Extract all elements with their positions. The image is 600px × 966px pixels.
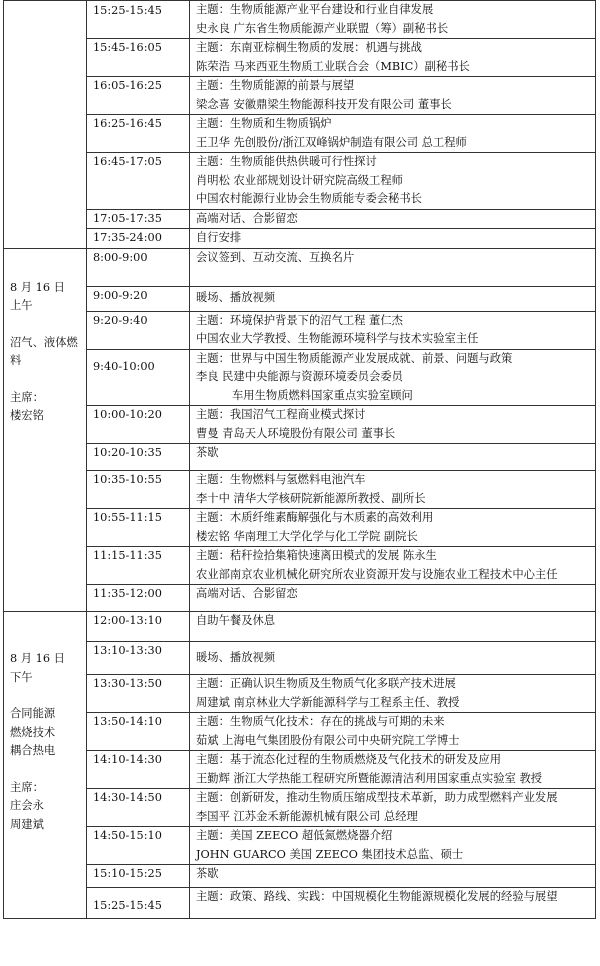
time-cell: 9:20-9:40 bbox=[87, 311, 190, 349]
table-row bbox=[4, 286, 596, 311]
topic-cell bbox=[190, 209, 596, 229]
speaker-line: 周建斌 南京林业大学新能源科学与工程系主任、教授 bbox=[196, 695, 460, 709]
topic-line: 主题：正确认识生物质及生物质气化多联产技术进展 bbox=[196, 677, 456, 690]
table-row bbox=[4, 229, 596, 249]
session-cell-afternoon bbox=[4, 612, 87, 919]
table-row bbox=[4, 39, 596, 77]
session-topic: 燃烧技术 bbox=[10, 725, 56, 739]
speaker-line: 中国农村能源行业协会生物质能专委会秘书长 bbox=[196, 192, 422, 205]
speaker-line: 梁念喜 安徽鼎梁生物能源科技开发有限公司 董事长 bbox=[196, 97, 452, 111]
time-cell: 9:00-9:20 bbox=[87, 286, 190, 311]
table-row bbox=[4, 406, 596, 444]
time-cell: 12:00-13:10 bbox=[87, 612, 190, 642]
table-row bbox=[4, 827, 596, 865]
topic-line: 主题：生物质能源产业平台建设和行业自律发展 bbox=[196, 3, 434, 16]
topic-line: 主题：木质纤维素酶解强化与木质素的高效利用 bbox=[196, 511, 434, 524]
topic-line: 主题：基于流态化过程的生物质燃烧及气化技术的研发及应用 bbox=[196, 753, 502, 766]
speaker-line: 肖明松 农业部规划设计研究院高级工程师 bbox=[196, 173, 403, 187]
time-cell: 16:05-16:25 bbox=[87, 77, 190, 115]
speaker-line: 车用生物质燃料国家重点实验室顾问 bbox=[232, 388, 413, 402]
topic-line: 主题：生物质能供热供暖可行性探讨 bbox=[196, 155, 377, 168]
speaker-line: 中国农业大学教授、生物能源环境科学与技术实验室主任 bbox=[196, 332, 479, 345]
time-cell: 9:40-10:00 bbox=[87, 349, 190, 406]
table-row bbox=[4, 77, 596, 115]
time-cell: 17:35-24:00 bbox=[87, 229, 190, 249]
time-cell: 8:00-9:00 bbox=[87, 248, 190, 286]
time-cell: 16:45-17:05 bbox=[87, 153, 190, 210]
topic-cell bbox=[190, 39, 596, 77]
topic-cell bbox=[190, 77, 596, 115]
session-cell-prev bbox=[4, 1, 87, 249]
table-row bbox=[4, 865, 596, 888]
session-topic: 沼气、液体燃 bbox=[10, 335, 78, 349]
speaker-line: 史永良 广东省生物质能源产业联盟（筹）副秘书长 bbox=[196, 21, 449, 35]
topic-cell bbox=[190, 248, 596, 286]
topic-cell bbox=[190, 229, 596, 249]
session-chair-name: 楼宏铭 bbox=[10, 409, 44, 422]
time-cell: 14:30-14:50 bbox=[87, 789, 190, 827]
table-row bbox=[4, 248, 596, 286]
topic-line: 主题：生物质和生物质锅炉 bbox=[196, 117, 332, 130]
topic-line: 主题：生物质能源的前景与展望 bbox=[196, 79, 355, 92]
table-row bbox=[4, 1, 596, 39]
table-row bbox=[4, 115, 596, 153]
topic-line: 主题：我国沼气工程商业模式探讨 bbox=[196, 408, 366, 421]
table-row bbox=[4, 547, 596, 585]
time-cell: 11:35-12:00 bbox=[87, 585, 190, 612]
table-row bbox=[4, 789, 596, 827]
time-cell: 10:00-10:20 bbox=[87, 406, 190, 444]
session-chair-name: 庄会永 bbox=[10, 799, 44, 812]
session-topic: 料 bbox=[10, 354, 22, 367]
session-date: 8 月 16 日 bbox=[10, 652, 65, 665]
table-row bbox=[4, 349, 596, 406]
time-cell: 10:55-11:15 bbox=[87, 509, 190, 547]
topic-line: 暖场、播放视频 bbox=[196, 291, 276, 305]
time-cell: 16:25-16:45 bbox=[87, 115, 190, 153]
session-period: 下午 bbox=[10, 670, 33, 684]
speaker-line: 茹斌 上海电气集团股份有限公司中央研究院工学博士 bbox=[196, 733, 460, 747]
topic-line: 主题：世界与中国生物质能源产业发展成就、前景、问题与政策 bbox=[196, 351, 513, 365]
topic-cell bbox=[190, 509, 596, 547]
time-cell: 15:45-16:05 bbox=[87, 39, 190, 77]
table-row bbox=[4, 642, 596, 675]
topic-cell bbox=[190, 642, 596, 675]
topic-cell bbox=[190, 612, 596, 642]
session-cell-morning bbox=[4, 248, 87, 612]
topic-cell bbox=[190, 888, 596, 919]
topic-cell bbox=[190, 349, 596, 406]
session-chair-label: 主席： bbox=[10, 390, 44, 404]
topic-cell bbox=[190, 827, 596, 865]
speaker-line: 李十中 清华大学核研院新能源所教授、副所长 bbox=[196, 491, 426, 505]
topic-cell bbox=[190, 153, 596, 210]
time-cell: 15:25-15:45 bbox=[87, 888, 190, 919]
topic-cell bbox=[190, 789, 596, 827]
speaker-line: JOHN GUARCO 美国 ZEECO 集团技术总监、硕士 bbox=[196, 847, 464, 861]
topic-cell bbox=[190, 547, 596, 585]
topic-line: 主题：创新研发，推动生物质压缩成型技术革新，助力成型燃料产业发展 bbox=[196, 791, 558, 804]
topic-line: 自行安排 bbox=[196, 231, 242, 244]
topic-line: 会议签到、互动交流、互换名片 bbox=[196, 250, 355, 264]
table-row bbox=[4, 471, 596, 509]
topic-line: 主题：美国 ZEECO 超低氮燃烧器介绍 bbox=[196, 829, 393, 842]
topic-line: 主题：生物燃料与氢燃料电池汽车 bbox=[196, 473, 366, 486]
topic-cell bbox=[190, 444, 596, 471]
speaker-line: 陈荣浩 马来西亚生物质工业联合会（MBIC）副秘书长 bbox=[196, 59, 470, 73]
table-row bbox=[4, 585, 596, 612]
table-row bbox=[4, 612, 596, 642]
table-row bbox=[4, 888, 596, 919]
table-row bbox=[4, 444, 596, 471]
topic-cell bbox=[190, 713, 596, 751]
time-cell: 17:05-17:35 bbox=[87, 209, 190, 229]
time-cell: 10:20-10:35 bbox=[87, 444, 190, 471]
table-row bbox=[4, 509, 596, 547]
session-period: 上午 bbox=[10, 299, 33, 312]
table-row bbox=[4, 675, 596, 713]
time-cell: 10:35-10:55 bbox=[87, 471, 190, 509]
session-chair-name: 周建斌 bbox=[10, 817, 44, 831]
table-row bbox=[4, 311, 596, 349]
session-topic: 合同能源 bbox=[10, 707, 56, 720]
time-cell: 13:50-14:10 bbox=[87, 713, 190, 751]
session-chair-label: 主席： bbox=[10, 780, 44, 794]
speaker-line: 农业部南京农业机械化研究所农业资源开发与设施农业工程技术中心主任 bbox=[196, 567, 558, 581]
speaker-line: 李良 民建中央能源与资源环境委员会委员 bbox=[196, 370, 403, 383]
time-cell: 15:25-15:45 bbox=[87, 1, 190, 39]
speaker-line: 王勤辉 浙江大学热能工程研究所暨能源清洁利用国家重点实验室 教授 bbox=[196, 771, 543, 785]
time-cell: 14:10-14:30 bbox=[87, 751, 190, 789]
table-row bbox=[4, 751, 596, 789]
table-row bbox=[4, 713, 596, 751]
topic-line: 自助午餐及休息 bbox=[196, 614, 276, 627]
topic-cell bbox=[190, 406, 596, 444]
speaker-line: 楼宏铭 华南理工大学化学与化工学院 副院长 bbox=[196, 529, 418, 543]
topic-line: 高端对话、合影留恋 bbox=[196, 587, 298, 600]
table-row bbox=[4, 209, 596, 229]
topic-line: 茶歇 bbox=[196, 446, 219, 459]
speaker-line: 曹曼 青岛天人环境股份有限公司 董事长 bbox=[196, 426, 396, 440]
schedule-table bbox=[3, 0, 596, 919]
topic-cell bbox=[190, 675, 596, 713]
topic-line: 主题：东南亚棕榈生物质的发展：机遇与挑战 bbox=[196, 41, 422, 54]
speaker-line: 王卫华 先创股份/浙江双峰锅炉制造有限公司 总工程师 bbox=[196, 135, 467, 149]
topic-cell bbox=[190, 585, 596, 612]
time-cell: 13:30-13:50 bbox=[87, 675, 190, 713]
time-cell: 15:10-15:25 bbox=[87, 865, 190, 888]
topic-line: 主题：秸秆捡拾集箱快速离田模式的发展 陈永生 bbox=[196, 549, 437, 562]
time-cell: 14:50-15:10 bbox=[87, 827, 190, 865]
time-cell: 11:15-11:35 bbox=[87, 547, 190, 585]
session-topic: 耦合热电 bbox=[10, 744, 56, 757]
topic-cell bbox=[190, 1, 596, 39]
table-row bbox=[4, 153, 596, 210]
topic-cell bbox=[190, 311, 596, 349]
topic-line: 主题：生物质气化技术：存在的挑战与可期的未来 bbox=[196, 715, 445, 728]
topic-line: 暖场、播放视频 bbox=[196, 650, 276, 664]
time-cell: 13:10-13:30 bbox=[87, 642, 190, 675]
topic-cell bbox=[190, 865, 596, 888]
topic-line: 高端对话、合影留恋 bbox=[196, 211, 298, 225]
topic-cell bbox=[190, 751, 596, 789]
topic-cell bbox=[190, 115, 596, 153]
topic-cell bbox=[190, 286, 596, 311]
session-date: 8 月 16 日 bbox=[10, 280, 65, 294]
speaker-line: 李国平 江苏金禾新能源机械有限公司 总经理 bbox=[196, 809, 418, 823]
topic-line: 茶歇 bbox=[196, 867, 219, 880]
topic-line: 主题：环境保护背景下的沼气工程 董仁杰 bbox=[196, 313, 403, 327]
topic-line: 主题：政策、路线、实践：中国规模化生物能源规模化发展的经验与展望 bbox=[196, 890, 558, 903]
topic-cell bbox=[190, 471, 596, 509]
